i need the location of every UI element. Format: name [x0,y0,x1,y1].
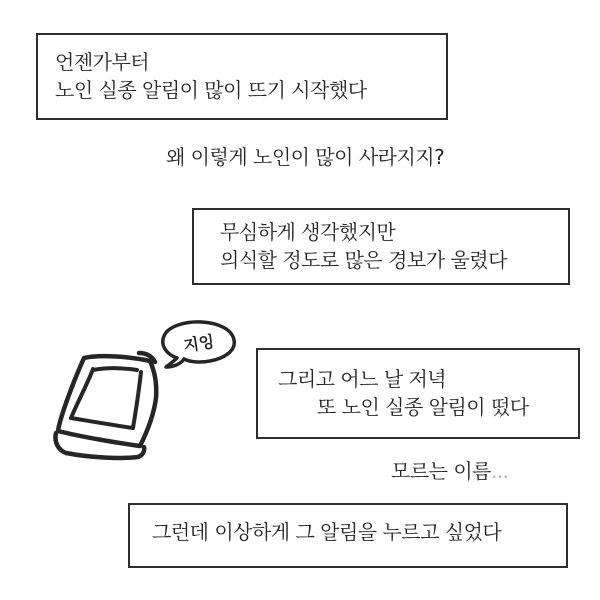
caption-box-evening [256,348,580,439]
phone-screen-outline [71,368,141,428]
caption-line: 언젠가부터 [55,50,150,74]
caption-line: 그리고 어느 날 저녁 [278,367,447,391]
caption-box-reflection [192,208,570,285]
caption-line: 무심하게 생각했지만 [220,220,396,244]
caption-line: 그런데 이상하게 그 알림을 누르고 싶었다 [152,520,502,544]
sfx-label: 지잉 [182,331,216,356]
unknown-name-text: 모르는 이름 [391,459,491,483]
phone-sketch [40,318,245,468]
unknown-name-ellipsis: ... [490,459,509,483]
narration-unknown-name [391,457,509,485]
caption-line: 노인 실종 알림이 많이 뜨기 시작했다 [55,78,367,102]
caption-line: 또 노인 실종 알림이 떴다 [317,395,529,419]
caption-box-intro [36,33,448,120]
narration-thought: 왜 이렇게 노인이 많이 사라지지? [166,145,445,169]
caption-line: 의식할 정도로 많은 경보가 울렸다 [220,248,507,272]
caption-box-urge [128,503,568,568]
